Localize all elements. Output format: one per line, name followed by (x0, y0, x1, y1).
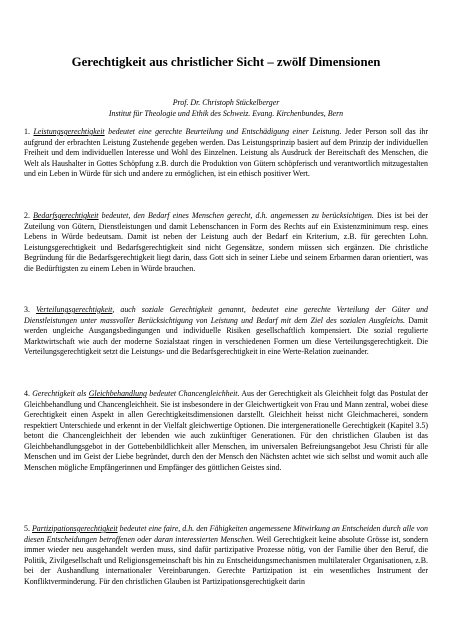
section-definition: , auch soziale Gerechtigkeit genannt, bedeutet eine gerechte Verteilung der Güter und Dienstleistungen unter massvoller Berücksichtigung von Leistung und Bedarf mit dem Ziel des sozialen Ausgleichs. (24, 305, 428, 325)
document-title: Gerechtigkeit aus christlicher Sicht – zwölf Dimensionen (71, 55, 381, 69)
author-block (24, 97, 428, 119)
section-term: Verteilungsgerechtigkeit (35, 305, 113, 314)
section-term: Bedarfsgerechtigkeit (33, 211, 99, 220)
section-term: Gleichbehandlung (88, 389, 147, 398)
section-definition: bedeutet eine faire, d.h. den Fähigkeiten angemessene Mitwirkung an Entscheiden durch alle von diesen Entscheidungen betroffenen oder daran interessierten Menschen. (24, 524, 428, 544)
section-body: Damit werden ungleiche Ausgangsbedingungen und individuelle Risiken gesellschaftlich kompensiert. Die sozial regulierte Marktwirtschaft wie auch der moderne Sozialstaat ringen in verschiedenen Formen um diese Verteilungsgerechtigkeit. Die Verteilungsgerechtigkeit setzt die Leistungs- und die Bedarfsgerechtigkeit in eine Werte-Relation zueinander. (24, 315, 428, 356)
section-term: Partizipationsgerechtigkeit (31, 524, 118, 533)
section-3 (24, 305, 428, 358)
section-number: 4. (24, 389, 30, 398)
section-number: 5. (24, 524, 30, 533)
author-institution: Institut für Theologie und Ethik des Schweiz. Evang. Kirchenbundes, Bern (108, 109, 344, 119)
section-lead: Gerechtigkeit als (29, 389, 89, 398)
section-body: Weil Gerechtigkeit keine absolute Grösse ist, sondern immer wieder neu ausgehandelt werden muss, sind dafür partizipative Prozesse nötig, von der Familie über den Beruf, die Politik, Zivilgesellschaft und Religionsgemeinschaft bis hin zu Entscheidungsmechanismen multilateraler Organisationen, z.B. bei der Aushandlung internationaler Vereinbarungen. Gerechte Partizipation ist ein wesentliches Instrument der Konfliktverminderung. Für den christlichen Glauben ist Partizipationsgerechtigkeit darin (24, 534, 429, 586)
author-name: Prof. Dr. Christoph Stückelberger (172, 98, 280, 107)
section-5 (24, 524, 428, 587)
section-body: Jeder Person soll das ihr aufgrund der erbrachten Leistung Zustehende gegeben werden. Das Leistungsprinzip basiert auf dem Prinzip der individuellen Freiheit und dem individuellen Interesse und Wohl des Einzelnen. Leistung als Ausdruck der Bereitschaft des Menschen, die Welt als Haushalter in Gottes Schöpfung z.B. durch die Produktion von Gütern schöpferisch und verantwortlich mitzugestalten und ein Leben in Würde für sich und andere zu ermöglichen, ist ein ethisch positiver Wert. (24, 127, 428, 178)
section-definition: bedeutet eine gerechte Beurteilung und Entschädigung einer Leistung. (104, 127, 342, 136)
section-body: Aus der Gerechtigkeit als Gleichheit folgt das Postulat der Gleichbehandlung und Chancengleichheit. Sie ist insbesondere in der Gleichwertigkeit von Frau und Mann zentral, wobei diese Gerechtigkeit einen Aspekt in allen Gerechtigkeitsdimensionen darstellt. Gleichheit heisst nicht Gleichmacherei, sondern respektiert Unterschiede und erkennt in der Vielfalt gleichwertige Optionen. Die intergenerationelle Gerechtigkeit (Kapitel 3.5) betont die Chancengleichheit der lebenden wie auch zukünftiger Generationen. Für den christlichen Glauben ist das Gleichbehandlungsgebot in der Gottebenbildlichkeit aller Menschen, im universalen Befreiungsangebot Jesu Christi für alle Menschen und im Geist der Liebe begründet, durch den der Mensch den Nächsten achtet wie sich selbst und womit auch alle Menschen mögliche Empfängerinnen und Empfänger des göttlichen Geistes sind. (24, 389, 428, 472)
section-definition: bedeutet Chancengleichheit. (146, 389, 240, 398)
section-number: 1. (24, 127, 30, 136)
section-number: 3. (24, 305, 30, 314)
section-4 (24, 389, 428, 473)
section-2 (24, 211, 428, 274)
section-number: 2. (24, 211, 30, 220)
section-body: Dies ist bei der Zuteilung von Gütern, Dienstleistungen und damit Lebenschancen in Form des Rechts auf ein Existenzminimum resp. eines Lebens in Würde bedeutsam. Damit ist neben der Leistung auch der Bedarf ein Kriterium, z.B. für gerechten Lohn. Leistungsgerechtigkeit und Bedarfsgerechtigkeit sind nicht Gegensätze, sondern müssen sich ergänzen. Die christliche Begründung für die Bedarfsgerechtigkeit liegt darin, dass Gott sich in seiner Liebe und seinem Erbarmen daran orientiert, was die Bedürftigsten zu einem Leben in Würde brauchen. (24, 211, 428, 273)
section-term: Leistungsgerechtigkeit (33, 127, 105, 136)
section-definition: bedeutet, den Bedarf eines Menschen gerecht, d.h. angemessen zu berücksichtigen. (98, 211, 374, 220)
section-1 (24, 127, 428, 180)
